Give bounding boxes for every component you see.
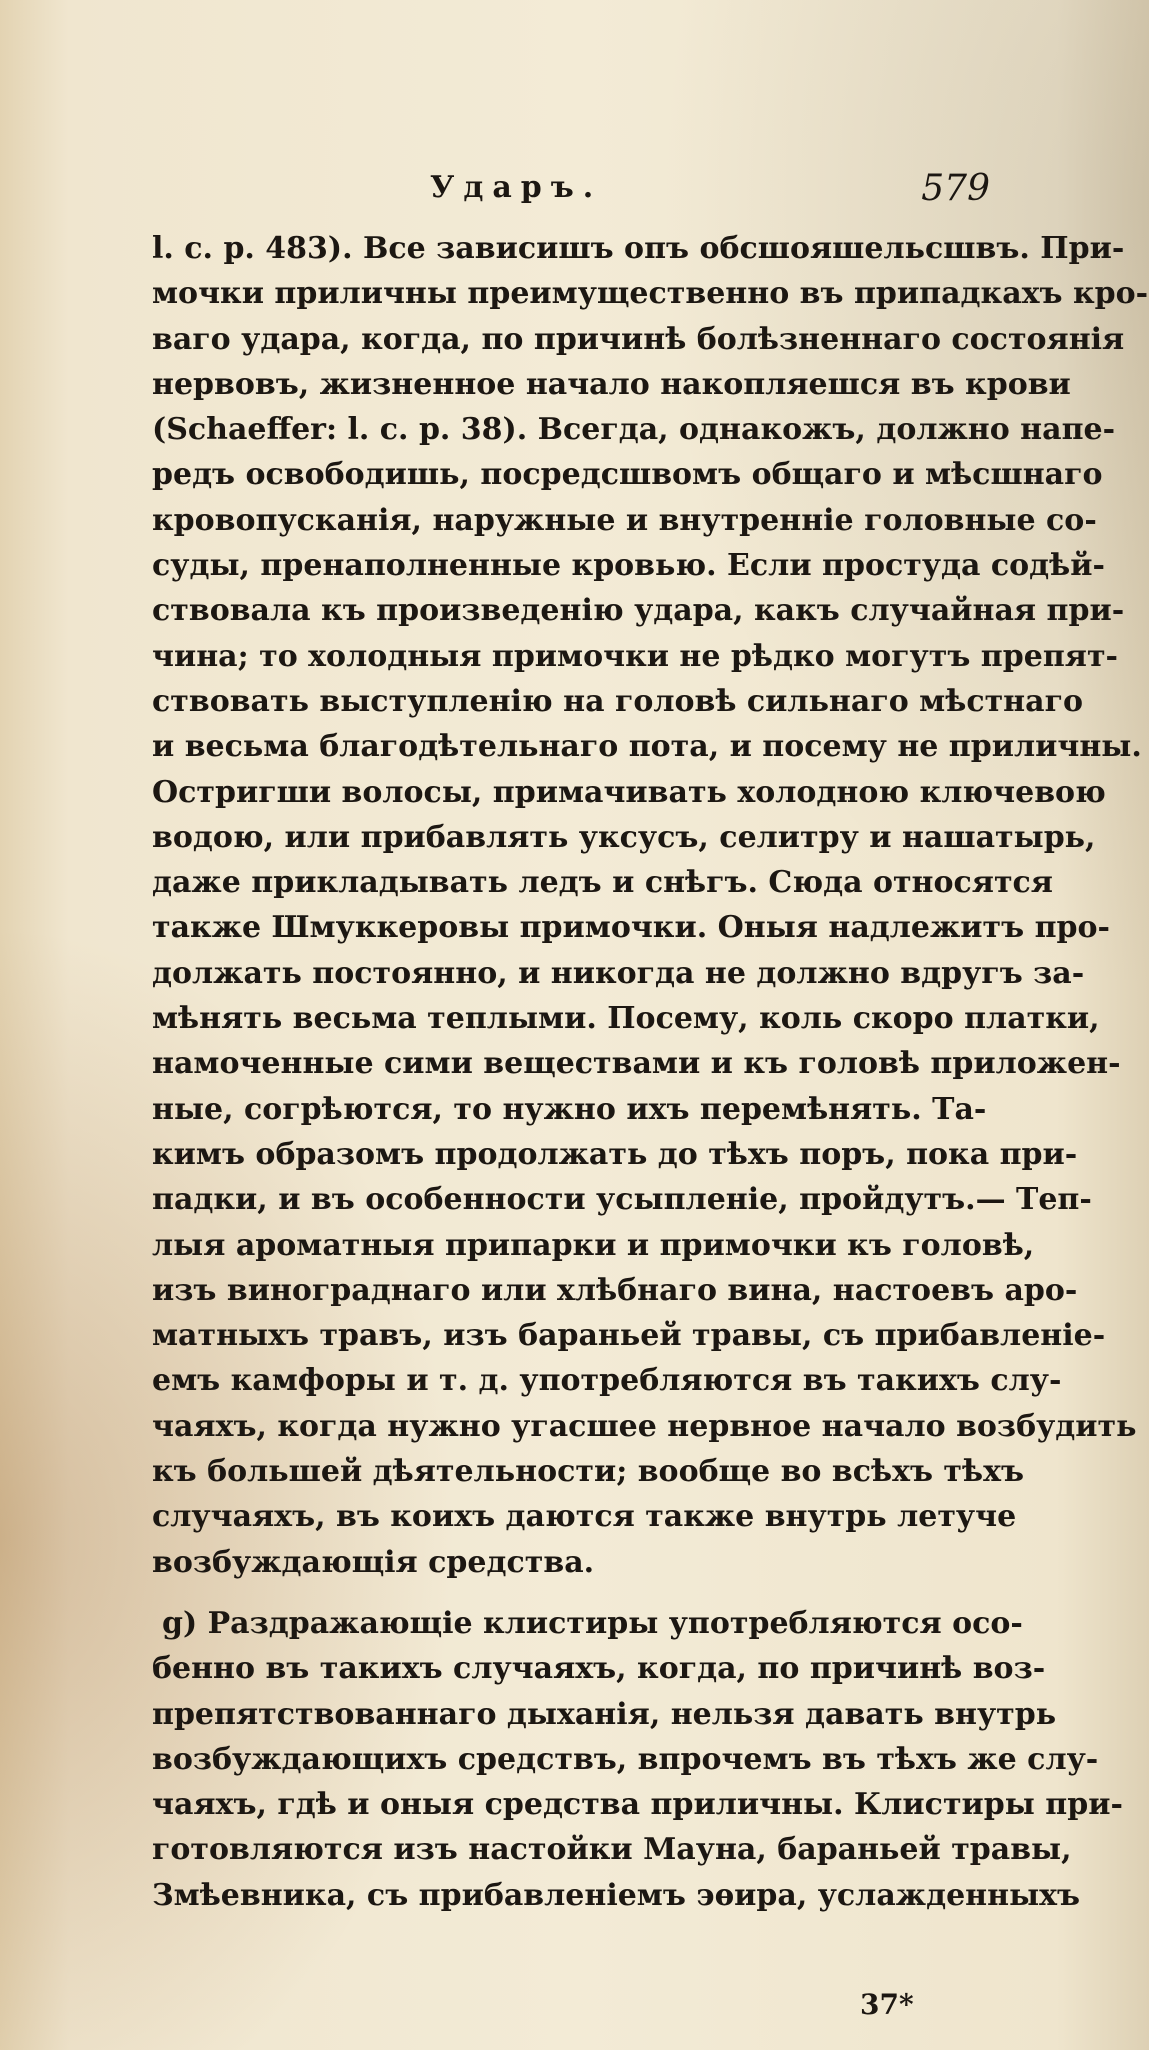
text-line: чина; то холодныя примочки не рѣдко могутъ препят- [152, 638, 1118, 674]
text-line: чаяхъ, когда нужно угасшее нервное начало возбудить [152, 1408, 1137, 1444]
text-line: Змѣевника, съ прибавленіемъ эѳира, услажденныхъ [152, 1877, 1081, 1913]
signature-mark: 37* [860, 1988, 914, 2021]
text-line: возбуждающихъ средствъ, впрочемъ въ тѣхъ же слу- [152, 1741, 1099, 1777]
text-line: редъ освободишь, посредсшвомъ общаго и мѣсшнаго [152, 457, 1103, 493]
text-line: матныхъ травъ, изъ бараньей травы, съ прибавленіе- [152, 1318, 1106, 1354]
text-line: готовляются изъ настойки Мауна, бараньей травы, [152, 1832, 1072, 1868]
text-line: мочки приличны преимущественно въ припадкахъ кро- [152, 276, 1149, 312]
text-line: Остригши волосы, примачивать холодною ключевою [152, 774, 1106, 810]
text-line: бенно въ такихъ случаяхъ, когда, по причинѣ воз- [152, 1651, 1046, 1687]
text-line: мѣнять весьма теплыми. Посему, коль скоро платки, [152, 1001, 1100, 1037]
text-line: l. c. p. 483). Все зависишъ опъ обсшояшельсшвъ. При- [152, 231, 1125, 266]
text-line: чаяхъ, гдѣ и оныя средства приличны. Клистиры при- [152, 1787, 1123, 1823]
page-header [160, 170, 990, 210]
text-line: возбуждающія средства. [152, 1544, 595, 1580]
text-line: намоченные сими веществами и къ головѣ приложен- [152, 1046, 1121, 1082]
text-line: кимъ образомъ продолжать до тѣхъ поръ, пока при- [152, 1136, 1078, 1172]
text-line: емъ камфоры и т. д. употребляются въ такихъ слу- [152, 1363, 1062, 1399]
body-text [152, 226, 1149, 1918]
text-line: (Schaeffer: l. c. p. 38). Всегда, однакожъ, должно напе- [152, 412, 1116, 448]
text-line: падки, и въ особенности усыпленіе, пройдутъ.— Теп- [152, 1182, 1092, 1218]
text-line: g) Раздражающіе клистиры употребляются осо- [162, 1605, 1023, 1641]
text-line: ные, согрѣются, то нужно ихъ перемѣнять. Та- [152, 1091, 987, 1127]
text-line: кровопусканія, наружные и внутренніе головные со- [152, 502, 1097, 538]
text-line: случаяхъ, въ коихъ даются также внутрь летуче [152, 1499, 1017, 1535]
text-line: къ большей дѣятельности; вообще во всѣхъ тѣхъ [152, 1454, 1025, 1490]
text-line: лыя ароматныя припарки и примочки къ головѣ, [152, 1227, 1035, 1263]
text-line: ваго удара, когда, по причинѣ болѣзненнаго состоянія [152, 321, 1125, 357]
page-number: 579 [921, 168, 990, 209]
text-line: ствовала къ произведенію удара, какъ случайная при- [152, 593, 1125, 629]
text-line: нервовъ, жизненное начало накопляешся въ крови [152, 366, 1071, 402]
text-line: изъ винограднаго или хлѣбнаго вина, настоевъ аро- [152, 1272, 1078, 1308]
text-line: суды, пренаполненные кровью. Если простуда содѣй- [152, 548, 1105, 584]
text-line: препятствованнаго дыханія, нельзя давать внутрь [152, 1696, 1057, 1732]
text-line: также Шмуккеровы примочки. Оныя надлежитъ про- [152, 910, 1110, 946]
text-line: должать постоянно, и никогда не должно вдругъ за- [152, 955, 1085, 991]
running-title: Ударъ. [430, 170, 603, 205]
text-line: и весьма благодѣтельнаго пота, и посему не приличны. [152, 729, 1142, 765]
text-line: водою, или прибавлять уксусъ, селитру и нашатырь, [152, 819, 1096, 855]
text-line: даже прикладывать ледъ и снѣгъ. Сюда относятся [152, 865, 1053, 901]
text-line: ствовать выступленію на головѣ сильнаго мѣстнаго [152, 683, 1083, 719]
